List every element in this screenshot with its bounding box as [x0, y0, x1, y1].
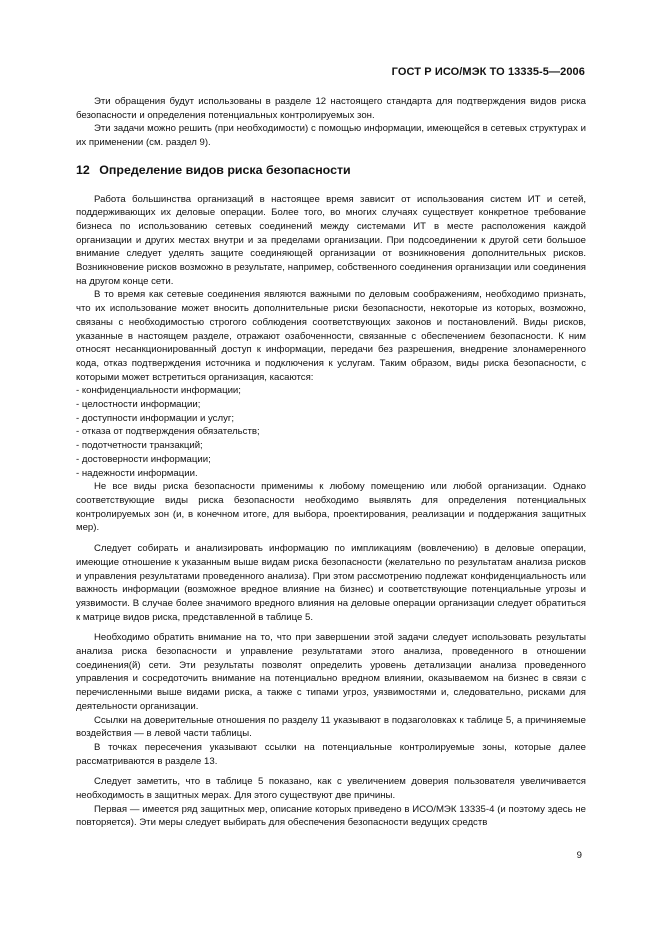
section-number: 12 — [76, 162, 90, 177]
page-number: 9 — [576, 850, 582, 861]
list-item: - достоверности информации; — [76, 453, 211, 465]
body-paragraph-3: Не все виды риска безопасности применимы к любому помещению или любой организации. Однако соответствующие виды риска безопасности необходимо выявлять для определения потенциальных контролируемых зон (и, в конечном итоге, для выбора, проектирования, реализации и поддержания защитных мер). — [76, 481, 586, 534]
list-item: - доступности информации и услуг; — [76, 412, 235, 424]
list-item: - надежности информации. — [76, 467, 198, 479]
body-paragraph-8: Следует заметить, что в таблице 5 показано, как с увеличением доверия пользователя увеличивается необходимость в защитных мерах. Для этого существуют две причины. — [76, 776, 586, 802]
intro-paragraph-2: Эти задачи можно решить (при необходимости) с помощью информации, имеющейся в сетевых структурах и их применении (см. раздел 9). — [76, 123, 586, 149]
body-paragraph-6: Ссылки на доверительные отношения по разделу 11 указывают в подзаголовках к таблице 5, а причиняемые воздействия — в левой части таблицы. — [76, 714, 586, 740]
body-paragraph-5: Необходимо обратить внимание на то, что при завершении этой задачи следует использовать результаты анализа риска безопасности и управление результатами этого анализа, проведенного в отношении соединения(й) сети. Эти результаты позволят определить уровень детализации анализа проведенного управления и сосредоточить внимание на потенциально вредном влиянии, оказываемом на бизнес в связи с перечисленными выше видами риска, а также с типами угроз, уязвимостями и, следовательно, рисками для деятельности организации. — [76, 632, 586, 712]
section-heading — [76, 164, 586, 178]
list-item: - конфиденциальности информации; — [76, 385, 241, 397]
risk-list — [76, 384, 586, 480]
page-content — [76, 95, 586, 830]
document-header: ГОСТ Р ИСО/МЭК ТО 13335-5—2006 — [391, 66, 585, 78]
body-paragraph-4: Следует собирать и анализировать информацию по импликациям (вовлечению) в деловые операции, имеющие отношение к указанным выше видам риска безопасности (желательно по результатам анализа рисков и управления результатами проведенного анализа). При этом рассмотрению подлежат конфиденциальность или важность информации (возможное вредное влияние на бизнес) и соответствующие потенциальные угрозы и уязвимости. В случае более значимого вредного влияния на деловые операции организации следует обратиться к матрице видов риска, представленной в таблице 5. — [76, 543, 586, 623]
body-paragraph-9: Первая — имеется ряд защитных мер, описание которых приведено в ИСО/МЭК 13335-4 (и поэтому здесь не повторяется). Эти меры следует выбирать для обеспечения безопасности ведущих средств — [76, 803, 586, 829]
body-paragraph-1: Работа большинства организаций в настоящее время зависит от использования систем ИТ и сетей, поддерживающих их деловые операции. Более того, во многих случаях существует конкретное требование бизнеса по использованию сетевых соединений между системами ИТ в месте расположения каждой организации и других местах внутри и за пределами организации. При подсоединении к другой сети большое внимание следует уделять защите соединяющей организации от возникновения дополнительных рисков. Возникновение рисков возможно в результате, например, собственного соединения организации или соединения на другом конце сети. — [76, 193, 586, 287]
intro-paragraph-1: Эти обращения будут использованы в разделе 12 настоящего стандарта для подтверждения видов риска безопасности и определения потенциальных контролируемых зон. — [76, 96, 586, 121]
section-title: Определение видов риска безопасности — [99, 162, 351, 177]
list-item: - отказа от подтверждения обязательств; — [76, 426, 260, 438]
list-item: - подотчетности транзакций; — [76, 440, 203, 452]
body-paragraph-7: В точках пересечения указывают ссылки на потенциальные контролируемые зоны, которые далее рассматриваются в разделе 13. — [76, 741, 586, 767]
body-paragraph-2: В то время как сетевые соединения являются важными по деловым соображениям, необходимо признать, что их использование может вносить дополнительные риски безопасности, некоторые из которых, возможно, связаны с необходимостью строгого соблюдения соответствующих законов и постановлений. Виды рисков, указанные в настоящем разделе, отражают озабоченности, связанные с обеспечением безопасности. К ним относят несанкционированный доступ к информации, передачи без разрешения, внедрение злонамеренного кода, отказ подтверждения источника и подключения к услугам. Таким образом, виды риска безопасности, с которыми может встретиться организация, касаются: — [76, 289, 586, 383]
list-item: - целостности информации; — [76, 399, 201, 411]
